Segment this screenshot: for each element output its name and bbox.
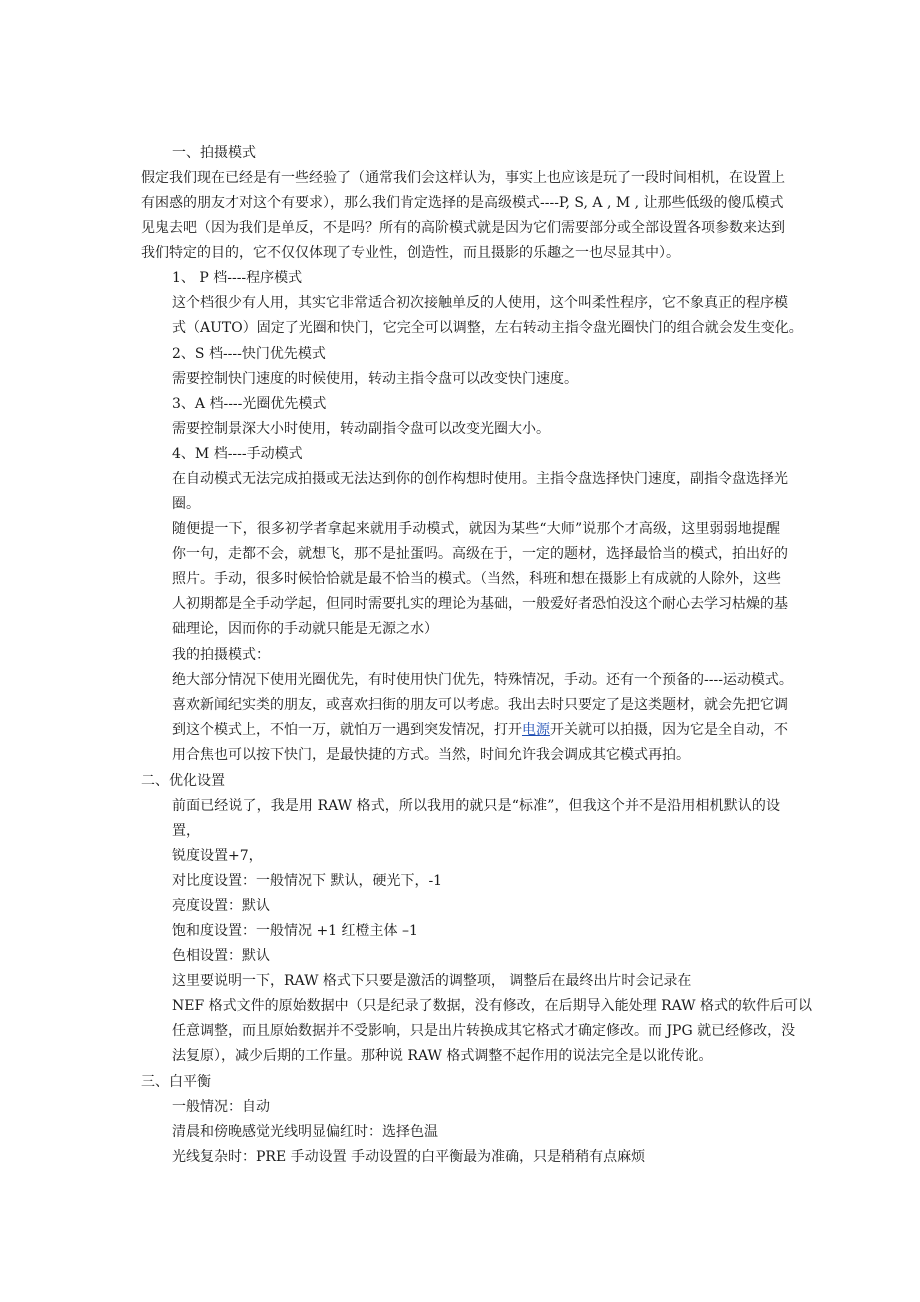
my-mode-body: 喜欢新闻纪实类的朋友，或喜欢扫街的朋友可以考虑。我出去时只要定了是这类题材，就会先把它调 [172,697,788,713]
aside-line: 础理论，因而你的手动就只能是无源之水） [172,621,438,637]
s-mode-title: 2、S 档----快门优先模式 [172,346,326,362]
setting-item: 锐度设置+7， [172,848,263,864]
m-mode-body: 圈。 [172,496,200,512]
my-mode-body: 用合焦也可以按下快门，是最快捷的方式。当然，时间允许我会调成其它模式再拍。 [172,747,690,763]
aside-line: 你一句，走都不会，就想飞，那不是扯蛋吗。高级在于，一定的题材，选择最恰当的模式，拍出好的 [172,546,788,562]
s-mode-body: 需要控制快门速度的时候使用，转动主指令盘可以改变快门速度。 [172,371,578,387]
my-mode-body: 绝大部分情况下使用光圈优先，有时使用快门优先，特殊情况，手动。还有一个预备的----运动模式。 [172,672,793,688]
my-mode-title: 我的拍摄模式： [172,647,270,663]
intro-line: 有困惑的朋友才对这个有要求），那么我们肯定选择的是高级模式----P, S, A , M , 让那些低级的傻瓜模式 [141,195,784,211]
section-2-title: 二、优化设置 [141,773,225,789]
section-3-title: 三、白平衡 [141,1074,211,1090]
intro-line: 见鬼去吧（因为我们是单反，不是吗？所有的高阶模式就是因为它们需要部分或全部设置各项参数来达到 [141,220,785,236]
intro-line: 我们特定的目的，它不仅仅体现了专业性，创造性，而且摄影的乐趣之一也尽显其中）。 [141,245,680,261]
wb-item: 一般情况：自动 [172,1099,270,1115]
wb-item: 清晨和傍晚感觉光线明显偏红时：选择色温 [172,1124,438,1140]
m-mode-body: 在自动模式无法完成拍摄或无法达到你的创作构想时使用。主指令盘选择快门速度，副指令盘选择光 [172,471,788,487]
a-mode-title: 3、A 档----光圈优先模式 [172,396,327,412]
setting-item: 饱和度设置：一般情况 +1 红橙主体 –1 [172,923,418,939]
wb-item: 光线复杂时：PRE 手动设置 手动设置的白平衡最为准确，只是稍稍有点麻烦 [172,1149,646,1165]
raw-note-line: 任意调整，而且原始数据并不受影响，只是出片转换成其它格式才确定修改。而 JPG 就已经修改，没 [172,1023,796,1039]
p-mode-title: 1、 P 档----程序模式 [172,270,303,286]
setting-item: 色相设置：默认 [172,948,270,964]
setting-item: 亮度设置：默认 [172,898,270,914]
power-link[interactable]: 电源 [522,722,550,738]
my-mode-text: 到这个模式上，不怕一万，就怕万一遇到突发情况，打开 [172,722,522,738]
section-1-title: 一、拍摄模式 [172,145,256,161]
a-mode-body: 需要控制景深大小时使用，转动副指令盘可以改变光圈大小。 [172,421,550,437]
raw-note-line: NEF 格式文件的原始数据中（只是纪录了数据，没有修改，在后期导入能处理 RAW 格式的软件后可以 [172,998,813,1014]
my-mode-body-with-link [172,720,788,740]
raw-note-line: 法复原），减少后期的工作量。那种说 RAW 格式调整不起作用的说法完全是以讹传讹。 [172,1048,713,1064]
m-mode-title: 4、M 档----手动模式 [172,446,303,462]
raw-note-line: 这里要说明一下，RAW 格式下只要是激活的调整项， 调整后在最终出片时会记录在 [172,973,692,989]
my-mode-text: 开关就可以拍摄，因为它是全自动，不 [550,722,788,738]
aside-line: 人初期都是全手动学起，但同时需要扎实的理论为基础，一般爱好者恐怕没这个耐心去学习枯燥的基 [172,596,788,612]
setting-item: 对比度设置：一般情况下 默认，硬光下，-1 [172,873,443,889]
section-2-intro: 前面已经说了，我是用 RAW 格式，所以我用的就只是“标准”，但我这个并不是沿用相机默认的设 [172,798,780,814]
p-mode-body: 这个档很少有人用，其实它非常适合初次接触单反的人使用，这个叫柔性程序，它不象真正的程序模 [172,295,788,311]
aside-line: 随便提一下，很多初学者拿起来就用手动模式，就因为某些“大师”说那个才高级，这里弱弱地提醒 [172,521,780,537]
aside-line: 照片。手动，很多时候恰恰就是最不恰当的模式。（当然，科班和想在摄影上有成就的人除外，这些 [172,571,781,587]
intro-line: 假定我们现在已经是有一些经验了（通常我们会这样认为，事实上也应该是玩了一段时间相机，在设置上 [141,170,785,186]
p-mode-body: 式（AUTO）固定了光圈和快门，它完全可以调整，左右转动主指令盘光圈快门的组合就会发生变化。 [172,320,803,336]
section-2-intro: 置， [172,823,200,839]
